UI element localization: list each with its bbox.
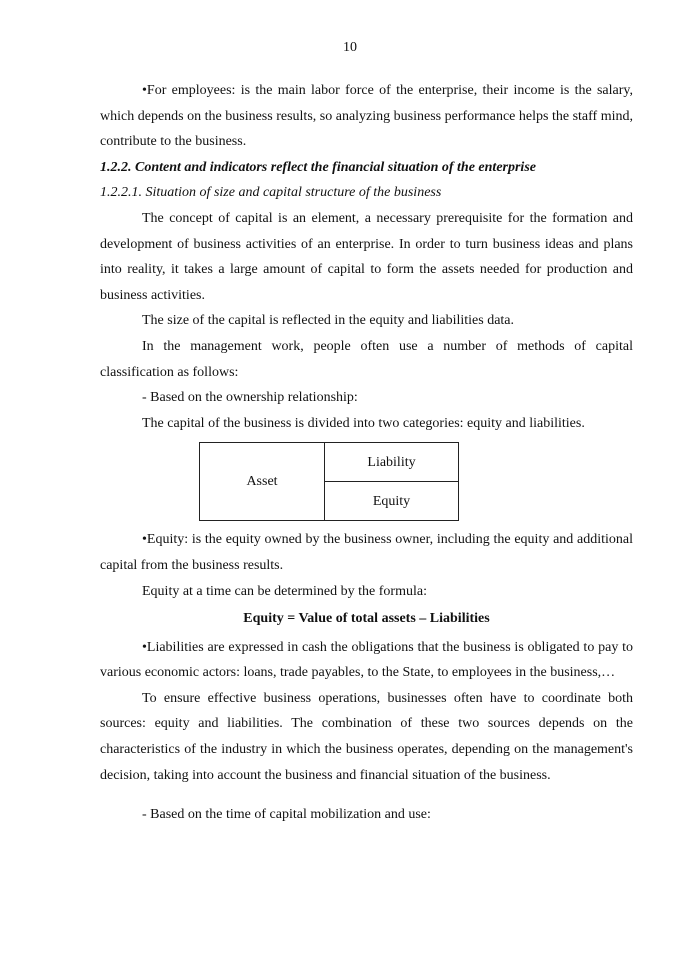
paragraph-formula-intro: Equity at a time can be determined by the formula: [142, 583, 427, 599]
paragraph-capital-concept: The concept of capital is an element, a necessary prerequisite for the formation and development of business activities of an enterprise. In order to turn business ideas and plans into reality, it takes a large amount of capital to form the assets needed for production and business activities. [100, 210, 633, 303]
table-cell-asset: Asset [200, 443, 325, 521]
paragraph-equity: •Equity: is the equity owned by the business owner, including the equity and additional capital from the business results. [100, 532, 633, 573]
page-body [100, 78, 633, 828]
paragraph-capital-size: The size of the capital is reflected in the equity and liabilities data. [142, 313, 515, 329]
page-number: 10 [343, 40, 357, 55]
paragraph-gap [100, 788, 633, 802]
section-heading: 1.2.2. Content and indicators reflect the financial situation of the enterprise [100, 159, 536, 175]
subsection-heading: 1.2.2.1. Situation of size and capital structure of the business [100, 185, 442, 201]
paragraph-two-categories: The capital of the business is divided into two categories: equity and liabilities. [142, 415, 585, 431]
equity-formula: Equity = Value of total assets – Liabilities [243, 611, 490, 627]
paragraph-time-based: - Based on the time of capital mobilization and use: [142, 807, 431, 823]
paragraph-liabilities: •Liabilities are expressed in cash the obligations that the business is obligated to pay to various economic actors: loans, trade payables, to the State, to employees in the business,… [100, 639, 633, 681]
table-cell-equity: Equity [325, 482, 459, 521]
paragraph-employees: •For employees: is the main labor force of the enterprise, their income is the salary, which depends on the business results, so analyzing business performance helps the staff mind, contribute to the business. [100, 83, 633, 150]
paragraph-classification: In the management work, people often use a number of methods of capital classification as follows: [100, 338, 633, 380]
paragraph-coordination: To ensure effective business operations, businesses often have to coordinate both sources: equity and liabilities. The combination of these two sources depends on the characteristics of the industry in which the business operates, depending on the management's decision, taking into account the business and financial situation of the business. [100, 690, 633, 783]
paragraph-ownership: - Based on the ownership relationship: [142, 390, 358, 406]
capital-structure-table [199, 442, 459, 521]
table-cell-liability: Liability [325, 443, 459, 482]
